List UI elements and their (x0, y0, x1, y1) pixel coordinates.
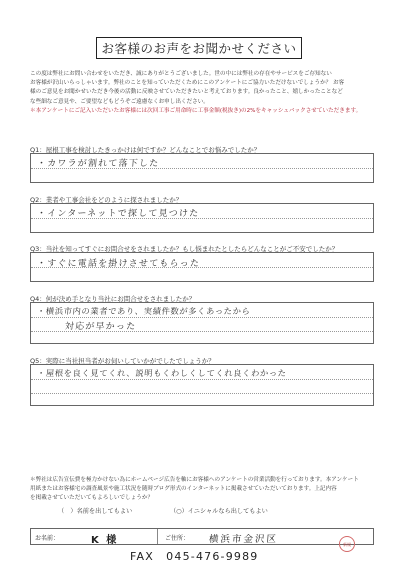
option-initial-ok-mark: （○） (170, 508, 188, 515)
address-label: ご住所： (165, 535, 190, 542)
question-5-answer: ・屋根を良く見てくれ、説明もくわしくしてくれ良くわかった (36, 368, 287, 378)
publish-consent-note (30, 476, 380, 503)
intro-line: な些細なご意見や、ご要望などもどうぞご遠慮なくお申し出ください。 (30, 98, 209, 105)
fax-number: FAX 045-476-9989 (130, 550, 259, 563)
intro-line: お客様が沢山いらっしゃいます。弊社のことを知っていただくためにこのアンケートにご協力いただけないでしょうか？ お客 (30, 80, 345, 87)
option-initial-ok[interactable] (170, 506, 268, 515)
option-initial-ok-label: イニシャルなら出してもよい (187, 508, 268, 515)
question-1-answer: ・カワラが割れて落下した (36, 159, 160, 169)
option-name-ok-label: 名前を出してもよい (76, 508, 133, 515)
name-value[interactable]: K 様 (91, 535, 119, 546)
page-title: お客様のお声をお聞かせください (101, 41, 297, 56)
question-2-answer-box[interactable] (30, 203, 374, 233)
name-label: お名前： (35, 535, 60, 542)
question-1-label: Q1：屋根工事を検討したきっかけは何ですか？どんなことでお悩みでしたか？ (30, 146, 261, 154)
new-stamp: 新規 (339, 536, 355, 552)
footnote-line: ＊弊社は広告宣伝費を極力かけない為にホームページ広告を軸にお客様へのアンケートの営業活動を行っております。本アンケート (30, 477, 359, 483)
divider (157, 529, 158, 544)
intro-text (30, 70, 380, 116)
title-box (96, 37, 302, 59)
footnote-line: 用紙またはお客様宅の調査風景や施工状況を随時ブログ形式のインターネットに掲載させていただいております。上記内容 (30, 486, 337, 492)
address-value[interactable]: 横浜市金沢区 (208, 534, 279, 545)
question-3-answer-box[interactable] (30, 252, 374, 282)
question-5-answer-box[interactable] (30, 364, 374, 406)
question-4-answer-line-2: 対応が早かった (64, 322, 137, 332)
question-2-label: Q2：業者や工事会社をどのように探されましたか？ (30, 196, 183, 204)
option-name-ok[interactable] (58, 506, 132, 515)
question-2-answer: ・インターネットで探して見つけた (36, 209, 200, 219)
cashback-note: ＊本アンケートにご記入いただいたお客様には次回工事ご用命時に工事金額(税抜き)の2%をキャッシュバックさせていただきます。 (30, 107, 362, 114)
question-1-answer-box[interactable] (30, 153, 374, 183)
question-5-label: Q5：実際に当社担当者がお伺いしていかがでしたでしょうか？ (30, 357, 215, 365)
question-3-answer: ・すぐに電話を掛けさせてもらった (36, 259, 201, 269)
question-3-label: Q3：当社を知ってすぐにお問合せをされましたか？もし悩まれたとしたらどんなことがご不安でしたか？ (30, 245, 339, 253)
option-name-ok-mark: （ ） (58, 508, 77, 515)
footnote-line: を掲載させていただいてもよろしいでしょうか？ (30, 495, 154, 501)
intro-line: 様のご意見をお聞かせいただき今後の活動に反映させていただきたいと考えております。良かったこと、嬉しかったことなど (30, 89, 343, 96)
intro-line: この度は弊社にお問い合わせをいただき、誠にありがとうございました。世の中には弊社の存在やサービスをご存知ない (30, 71, 332, 77)
question-4-answer-line-1: ・横浜市内の業者であり、実績件数が多くあったから (36, 306, 251, 316)
customer-info-box (30, 528, 374, 545)
question-4-answer-box[interactable] (30, 302, 374, 344)
question-4-label: Q4：何が決め手となり当社にお問合せをされましたか？ (30, 295, 196, 303)
